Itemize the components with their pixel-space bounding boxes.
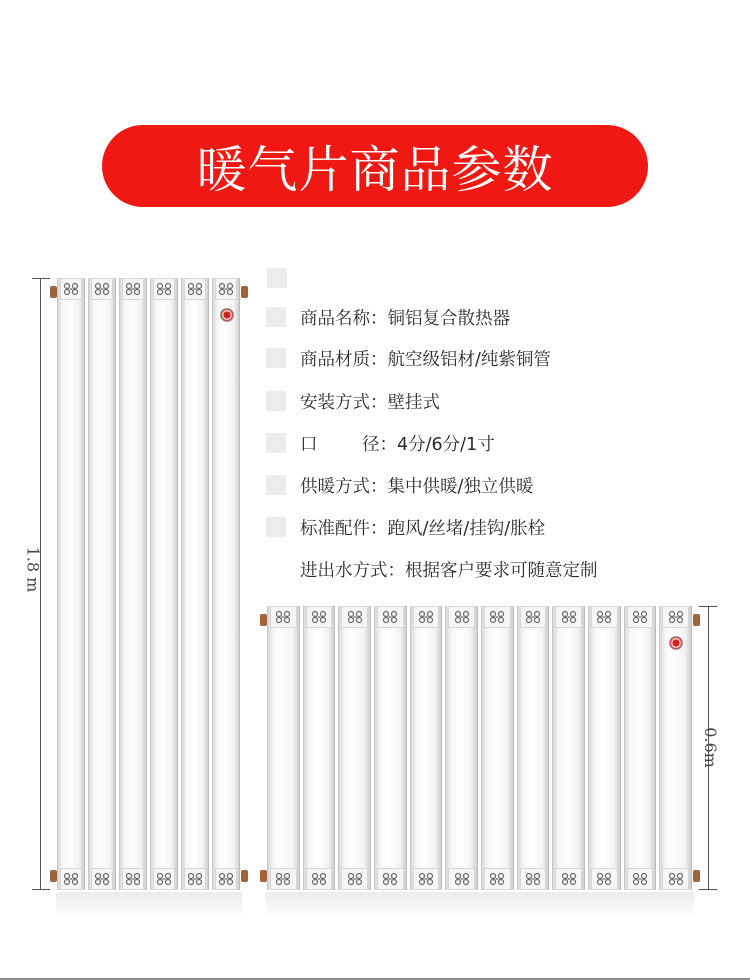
fin-cap-ornament-icon <box>413 606 440 628</box>
fin-cap-ornament-icon <box>184 868 206 890</box>
fin-cap-ornament-icon <box>215 278 237 300</box>
fin-cap-ornament-icon <box>627 868 654 890</box>
fin-cap-ornament-icon <box>122 278 144 300</box>
radiator-fin <box>338 606 371 890</box>
spec-label: 供暖方式： <box>300 476 388 497</box>
brand-logo-icon <box>220 308 234 322</box>
tall-dimension-tick-bottom <box>32 889 50 890</box>
bullet-square-icon <box>266 517 286 537</box>
spec-item <box>266 428 495 458</box>
radiator-fin <box>57 278 85 890</box>
fin-cap-ornament-icon <box>306 606 333 628</box>
spec-item <box>266 302 510 332</box>
fin-cap-ornament-icon <box>270 868 297 890</box>
radiator-fin <box>481 606 514 890</box>
short-dimension-label: 0.6m <box>700 727 720 768</box>
valve-icon <box>693 870 700 882</box>
fin-cap-ornament-icon <box>377 606 404 628</box>
radiator-fin <box>267 606 300 890</box>
fin-cap-ornament-icon <box>153 278 175 300</box>
fin-cap-ornament-icon <box>341 868 368 890</box>
radiator-fin <box>374 606 407 890</box>
fin-cap-ornament-icon <box>341 606 368 628</box>
valve-icon <box>260 614 267 626</box>
fin-cap-ornament-icon <box>520 606 547 628</box>
fin-cap-ornament-icon <box>91 278 113 300</box>
spec-item <box>266 512 545 542</box>
tall-radiator-image <box>56 278 242 890</box>
valve-icon <box>260 870 267 882</box>
radiator-fin <box>552 606 585 890</box>
spec-item <box>266 554 598 584</box>
short-dimension-tick-top <box>699 606 717 607</box>
tall-radiator-reflection <box>56 892 242 920</box>
valve-icon <box>241 870 248 882</box>
fin-cap-ornament-icon <box>153 868 175 890</box>
fin-cap-ornament-icon <box>377 868 404 890</box>
spec-item <box>266 386 440 416</box>
spec-header-square <box>267 268 287 288</box>
fin-cap-ornament-icon <box>520 868 547 890</box>
spec-label: 进出水方式： <box>300 560 405 581</box>
fin-cap-ornament-icon <box>555 868 582 890</box>
spec-value: 4分/6分/1寸 <box>397 434 495 455</box>
fin-cap-ornament-icon <box>270 606 297 628</box>
bullet-square-icon <box>266 307 286 327</box>
fin-cap-ornament-icon <box>60 278 82 300</box>
fin-cap-ornament-icon <box>591 606 618 628</box>
short-radiator-image <box>266 606 694 890</box>
short-dimension-tick-bottom <box>699 889 717 890</box>
title-banner <box>102 125 648 207</box>
bullet-square-icon <box>266 475 286 495</box>
spec-label: 口 径： <box>300 434 398 455</box>
spec-label: 安装方式： <box>300 392 388 413</box>
radiator-fin <box>119 278 147 890</box>
radiator-fin <box>517 606 550 890</box>
spec-label: 标准配件： <box>300 518 388 539</box>
radiator-fin <box>410 606 443 890</box>
valve-icon <box>241 286 248 298</box>
spec-item <box>266 470 533 500</box>
radiator-fin <box>303 606 336 890</box>
bullet-square-icon <box>266 348 286 368</box>
fin-cap-ornament-icon <box>448 868 475 890</box>
valve-icon <box>693 614 700 626</box>
valve-icon <box>50 870 57 882</box>
fin-cap-ornament-icon <box>484 606 511 628</box>
fin-cap-ornament-icon <box>91 868 113 890</box>
fin-cap-ornament-icon <box>662 606 689 628</box>
fin-cap-ornament-icon <box>215 868 237 890</box>
fin-cap-ornament-icon <box>555 606 582 628</box>
spec-label: 商品材质： <box>300 349 388 370</box>
spec-value: 根据客户要求可随意定制 <box>405 560 598 581</box>
radiator-fin <box>624 606 657 890</box>
fin-cap-ornament-icon <box>413 868 440 890</box>
short-radiator-reflection <box>266 892 694 920</box>
tall-dimension-tick-top <box>32 278 50 279</box>
spec-value: 铜铝复合散热器 <box>387 308 510 329</box>
radiator-fin <box>212 278 240 890</box>
fin-cap-ornament-icon <box>184 278 206 300</box>
radiator-fin <box>588 606 621 890</box>
spec-value: 集中供暖/独立供暖 <box>387 476 534 497</box>
fin-cap-ornament-icon <box>662 868 689 890</box>
fin-cap-ornament-icon <box>306 868 333 890</box>
bullet-square-icon <box>266 433 286 453</box>
fin-cap-ornament-icon <box>60 868 82 890</box>
fin-cap-ornament-icon <box>122 868 144 890</box>
valve-icon <box>50 286 57 298</box>
fin-cap-ornament-icon <box>627 606 654 628</box>
fin-cap-ornament-icon <box>591 868 618 890</box>
fin-cap-ornament-icon <box>448 606 475 628</box>
radiator-fin <box>445 606 478 890</box>
page-title: 暖气片商品参数 <box>196 141 554 199</box>
spec-value: 航空级铝材/纯紫铜管 <box>387 349 551 370</box>
spec-value: 壁挂式 <box>387 392 440 413</box>
bullet-square-icon <box>266 391 286 411</box>
spec-item <box>266 343 551 373</box>
spec-label: 商品名称： <box>300 308 388 329</box>
tall-dimension-label: 1.8 m <box>23 546 43 593</box>
radiator-fin <box>150 278 178 890</box>
radiator-fin <box>181 278 209 890</box>
fin-cap-ornament-icon <box>484 868 511 890</box>
spec-value: 跑风/丝堵/挂钩/胀栓 <box>387 518 546 539</box>
radiator-fin <box>88 278 116 890</box>
